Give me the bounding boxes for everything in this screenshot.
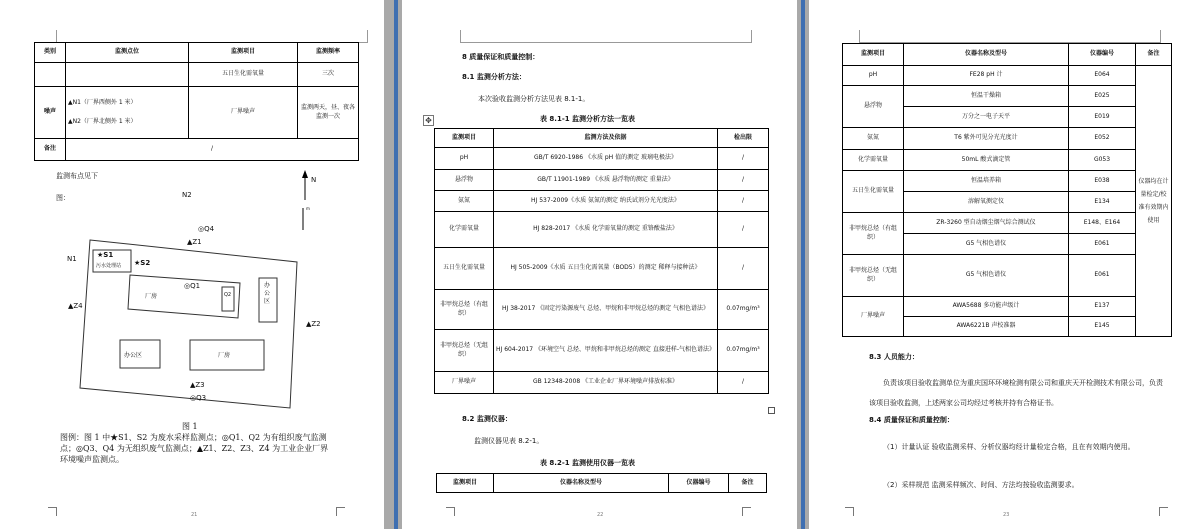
figure-label: 图： xyxy=(56,194,70,202)
page-21 xyxy=(0,0,384,529)
scale-label: m xyxy=(306,206,310,211)
table-row: 五日生化需氧量 恒温培养箱 E038 xyxy=(843,171,1172,192)
table-row: 悬浮物 GB/T 11901-1989 《水质 悬浮物的测定 重量法》 / xyxy=(435,170,769,191)
table-row: 悬浮物 恒温干燥箱 E025 xyxy=(843,86,1172,107)
section-8-1-intro: 本次验收监测分析方法见表 8.1-1。 xyxy=(478,95,590,103)
analysis-methods-table xyxy=(434,128,769,394)
section-8-3-title: 8.3 人员能力： xyxy=(869,353,919,361)
map-s2: ★S2 xyxy=(134,259,151,267)
map-z1: ▲Z1 xyxy=(187,238,202,246)
th-freq: 监测频率 xyxy=(298,43,359,63)
figure-caption: 图 1 xyxy=(182,422,198,431)
north-label: N xyxy=(311,176,317,184)
map-pool: 污水处理站 xyxy=(96,263,122,269)
table-row: 化学需氧量 50mL 酸式滴定管 G053 xyxy=(843,150,1172,171)
cell-category: 噪声 xyxy=(35,87,66,139)
section-8-title: 8 质量保证和质量控制： xyxy=(462,53,540,61)
table-row: 非甲烷总烃（无组织） G5 气相色谱仪 E061 xyxy=(843,255,1172,297)
table-resize-handle[interactable] xyxy=(768,407,775,414)
map-factory1: 厂房 xyxy=(145,293,158,300)
map-office-right: 办公区 xyxy=(264,282,271,305)
cell-item: 五日生化需氧量 xyxy=(189,63,298,87)
table-row: pH GB/T 6920-1986 《水质 pH 值的测定 玻璃电极法》 / xyxy=(435,148,769,170)
table-row: 溶解氧测定仪 E134 xyxy=(843,192,1172,213)
figure-legend: 图例：图 1 中★S1、S2 为废水采样监测点；◎Q1、Q2 为有组织废气监测点；◎Q3、Q4 为无组织废气监测点；▲Z1、Z2、Z3、Z4 为工业企业厂界环境噪声监测点。 xyxy=(60,433,329,464)
table-row: 非甲烷总烃（有组织） ZR-3260 型自动烟尘烟气综合测试仪 E148、E164 xyxy=(843,213,1172,234)
cell-remark-value: / xyxy=(66,139,359,161)
cell-remark: 备注 xyxy=(35,139,66,161)
move-handle-icon[interactable]: ✥ xyxy=(423,115,434,126)
map-s1: ★S1 xyxy=(97,251,114,259)
page-23 xyxy=(809,0,1204,529)
remark-cell: 仪器均在计量检定/校准有效期内使用 xyxy=(1136,66,1172,337)
map-n1: N1 xyxy=(67,255,77,263)
layout-label: 监测布点见下 xyxy=(56,172,98,180)
table-row: 五日生化需氧量 HJ 505-2009《水质 五日生化需氧量（BOD5）的测定 稀释与接种法》 / xyxy=(435,248,769,290)
point-n2: ▲N2（厂界北侧外 1 米） xyxy=(68,117,137,125)
header-mark xyxy=(460,30,752,43)
table-row: pH FE28 pH 计 E064 仪器均在计量检定/校准有效期内使用 xyxy=(843,66,1172,86)
page-number: 23 xyxy=(1003,512,1010,518)
section-8-1-title: 8.1 监测分析方法： xyxy=(462,73,526,81)
table-row: 化学需氧量 HJ 828-2017 《水质 化学需氧量的测定 重铬酸盐法》 / xyxy=(435,212,769,248)
table-8-1-title: 表 8.1-1 监测分析方法一览表 xyxy=(540,115,636,123)
map-z2: ▲Z2 xyxy=(306,320,321,328)
table-row: 非甲烷总烃（有组织） HJ 38-2017 《固定污染源废气 总烃、甲烷和非甲烷总烃的测定 气相色谱法》 0.07mg/m³ xyxy=(435,290,769,330)
section-8-4-title: 8.4 质量保证和质量控制： xyxy=(869,416,954,424)
qc-item-1: （1）计量认证 验收监测采样、分析仪器均经计量检定合格，且在有效期内使用。 xyxy=(883,443,1135,451)
table-row: 氨氮 HJ 537-2009《水质 氨氮的测定 纳氏试剂分光光度法》 / xyxy=(435,191,769,212)
instruments-table-head: 监测项目 仪器名称及型号 仪器编号 备注 xyxy=(436,473,767,493)
point-n1: ▲N1（厂界西侧外 1 米） xyxy=(68,99,137,107)
map-q3: ◎Q3 xyxy=(190,394,207,402)
page-gap-left xyxy=(394,0,398,529)
map-q2: Q2 xyxy=(224,292,232,298)
cell-freq: 三次 xyxy=(298,63,359,87)
map-factory2: 厂房 xyxy=(218,352,231,359)
page-gap-right xyxy=(801,0,805,529)
map-q1: ◎Q1 xyxy=(184,282,201,290)
cell-noise-item: 厂界噪声 xyxy=(189,87,298,139)
cell-noise-freq: 监测两天，昼、夜各监测一次 xyxy=(298,87,359,139)
table-8-2-title: 表 8.2-1 监测使用仪器一览表 xyxy=(540,459,636,467)
table-row: 万分之一电子天平 E019 xyxy=(843,107,1172,128)
th-limit: 检出限 xyxy=(718,129,769,148)
th-category: 类别 xyxy=(35,43,66,63)
th-item: 监测项目 xyxy=(435,129,494,148)
map-office: 办公区 xyxy=(124,352,143,359)
table-row: AWA6221B 声校准器 E145 xyxy=(843,317,1172,337)
instruments-table: 监测项目 仪器名称及型号 仪器编号 备注 pH FE28 pH 计 E064 仪器均在计量检定/校准有效期内使用 悬浮物 恒温干燥箱 E025 万分之一电子天平 E019 氨氮 T6 紫外可见分光光度计 E052 化学需氧量 50mL 酸式滴定管 G053 五日生化需氧量 恒温培养箱 E038 溶解氧测定仪 E134 非甲烷总烃（有组织） ZR-3260 型自动烟尘烟气综合测试仪 E148、E164 G5 气相色谱仪 E061 非甲烷总烃（无组织） G5 气相色谱仪 E061 厂界噪声 AWA5688 多功能声级计 E137 AWA6221B 声校准器 E145 xyxy=(842,43,1172,337)
staff-text: 负责该项目验收监测单位为重庆国环环境检测有限公司和重庆天开检测技术有限公司，负责该项目验收监测，上述两家公司均经过考核并持有合格证书。 xyxy=(869,379,1163,407)
map-z4: ▲Z4 xyxy=(68,302,83,310)
qc-item-2: （2）采样规范 监测采样频次、时间、方法均按验收监测要求。 xyxy=(883,481,1079,489)
map-n2: N2 xyxy=(182,191,192,199)
table-row: 厂界噪声 GB 12348-2008 《工业企业厂界环境噪声排放标准》 / xyxy=(435,372,769,394)
table-row: 厂界噪声 AWA5688 多功能声级计 E137 xyxy=(843,297,1172,317)
table-row: 非甲烷总烃（无组织） HJ 604-2017 《环境空气 总烃、甲烷和非甲烷总烃的测定 直接进样-气相色谱法》 0.07mg/m³ xyxy=(435,330,769,372)
section-8-2-title: 8.2 监测仪器： xyxy=(462,415,512,423)
table-row: G5 气相色谱仪 E061 xyxy=(843,234,1172,255)
map-q4: ◎Q4 xyxy=(198,225,215,233)
page-number: 22 xyxy=(597,512,604,518)
header-mark xyxy=(859,30,1161,43)
th-points: 监测点位 xyxy=(66,43,189,63)
page-number: 21 xyxy=(191,512,198,518)
section-8-2-intro: 监测仪器见表 8.2-1。 xyxy=(474,437,544,445)
th-item: 监测项目 xyxy=(189,43,298,63)
table-row: 氨氮 T6 紫外可见分光光度计 E052 xyxy=(843,128,1172,150)
th-method: 监测方法及依据 xyxy=(494,129,718,148)
map-z3: ▲Z3 xyxy=(190,381,205,389)
page-22 xyxy=(402,0,797,529)
